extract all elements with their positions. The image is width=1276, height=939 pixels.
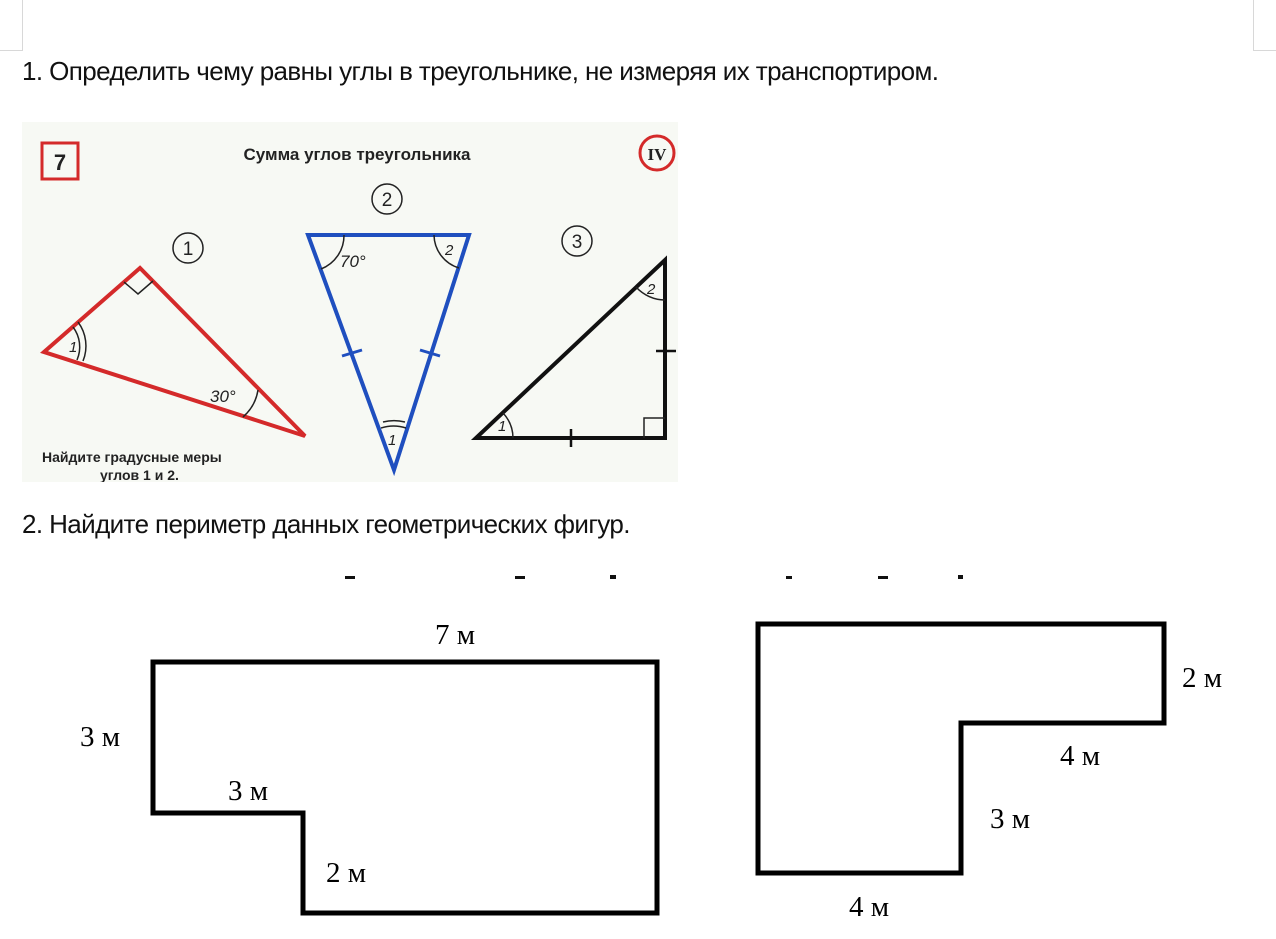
shape-2-label-right: 2 м <box>1181 662 1223 694</box>
triangle-1 <box>44 268 305 436</box>
triangle-sum-figure <box>22 122 678 482</box>
page-corner-right <box>1253 0 1276 51</box>
triangle-2-angle-1-label: 1 <box>388 432 397 449</box>
page-corner-left <box>0 0 23 51</box>
shape-2-label-step-vertical: 3 м <box>989 803 1031 835</box>
triangle-3-number: 3 <box>571 232 583 253</box>
shape-1-label-top: 7 м <box>434 619 476 651</box>
triangle-3-angle-1-label: 1 <box>498 418 507 435</box>
figure-number: 7 <box>53 150 67 175</box>
figure-title: Сумма углов треугольника <box>243 145 471 164</box>
shape-1-label-left: 3 м <box>79 721 121 753</box>
triangle-2-angle-70-label: 70° <box>340 252 366 271</box>
shape-1-label-step-horizontal: 3 м <box>227 775 269 807</box>
triangle-1-right-angle-mark <box>124 281 153 294</box>
triangle-3-angle-2-label: 2 <box>647 281 656 298</box>
perimeter-shapes <box>0 570 1276 939</box>
triangle-1-angle-1-label: 1 <box>69 339 78 356</box>
triangle-1-number: 1 <box>182 239 194 260</box>
triangle-2-number: 2 <box>381 190 393 211</box>
triangles-svg <box>22 122 678 482</box>
shape-2-label-bottom: 4 м <box>848 891 890 923</box>
shape-1-label-step-vertical: 2 м <box>325 857 367 889</box>
shape-2-outline <box>758 624 1164 873</box>
triangle-1-angle-30-arc <box>243 390 258 417</box>
triangle-3-right-angle-mark <box>644 418 665 438</box>
triangle-2-angle-1-arc-outer <box>383 421 405 422</box>
shape-2-label-step-horizontal: 4 м <box>1059 740 1101 772</box>
cropped-text-residue <box>345 575 963 579</box>
figure-instruction-line-2: углов 1 и 2. <box>100 467 179 482</box>
triangle-2-angle-2-label: 2 <box>445 242 454 259</box>
triangle-1-angle-30-label: 30° <box>210 387 236 406</box>
perimeter-shapes-svg <box>0 570 1276 939</box>
figure-instruction-line-1: Найдите градусные меры <box>42 449 222 465</box>
roman-numeral: IV <box>647 145 667 164</box>
triangle-2-angle-1-arc <box>381 426 406 428</box>
task-1-heading: 1. Определить чему равны углы в треугольнике, не измеряя их транспортиром. <box>22 56 939 86</box>
task-2-heading: 2. Найдите периметр данных геометрических фигур. <box>22 509 630 539</box>
